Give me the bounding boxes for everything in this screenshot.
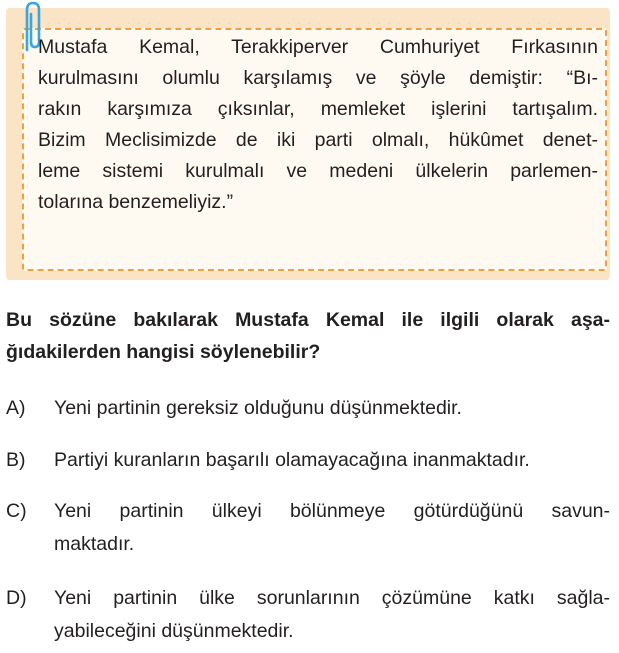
question-line: ğıdakilerden hangisi söylenebilir? xyxy=(6,341,321,363)
quote-line: leme sistemi kurulmalı ve medeni ülkelerin parlemen- xyxy=(38,160,598,182)
option-text xyxy=(54,582,610,648)
quote-line: rakın karşımıza çıksınlar, memleket işlerini tartışalım. xyxy=(38,98,598,120)
quote-line: kurulmasını olumlu karşılamış ve şöyle demiştir: “Bı- xyxy=(38,67,598,89)
question-line: Bu sözüne bakılarak Mustafa Kemal ile ilgili olarak aşa- xyxy=(6,309,610,331)
option-letter: A) xyxy=(6,397,26,419)
option-letter: B) xyxy=(6,449,26,471)
option-text xyxy=(54,495,610,561)
option-letter: D) xyxy=(6,587,27,609)
option-line: maktadır. xyxy=(54,533,135,555)
option-line: yabileceğini düşünmektedir. xyxy=(54,620,294,642)
option-text xyxy=(54,444,610,477)
option-line: Partiyi kuranların başarılı olamayacağına inanmaktadır. xyxy=(54,449,530,471)
quote-line: tolarına benzemeliyiz.” xyxy=(38,191,234,213)
option-line: Yeni partinin ülkeyi bölünmeye götürdüğünü savun- xyxy=(54,500,610,522)
option-line: Yeni partinin ülke sorunlarının çözümüne katkı sağla- xyxy=(54,587,610,609)
option-text xyxy=(54,392,610,425)
option-line: Yeni partinin gereksiz olduğunu düşünmektedir. xyxy=(54,397,462,419)
quote-line: Bizim Meclisimizde de iki parti olmalı, hükûmet denet- xyxy=(38,129,598,151)
quote-line: Mustafa Kemal, Terakkiperver Cumhuriyet Fırkasının xyxy=(38,36,598,58)
quote-text xyxy=(38,32,598,218)
option-letter: C) xyxy=(6,500,27,522)
question-stem xyxy=(6,304,610,368)
